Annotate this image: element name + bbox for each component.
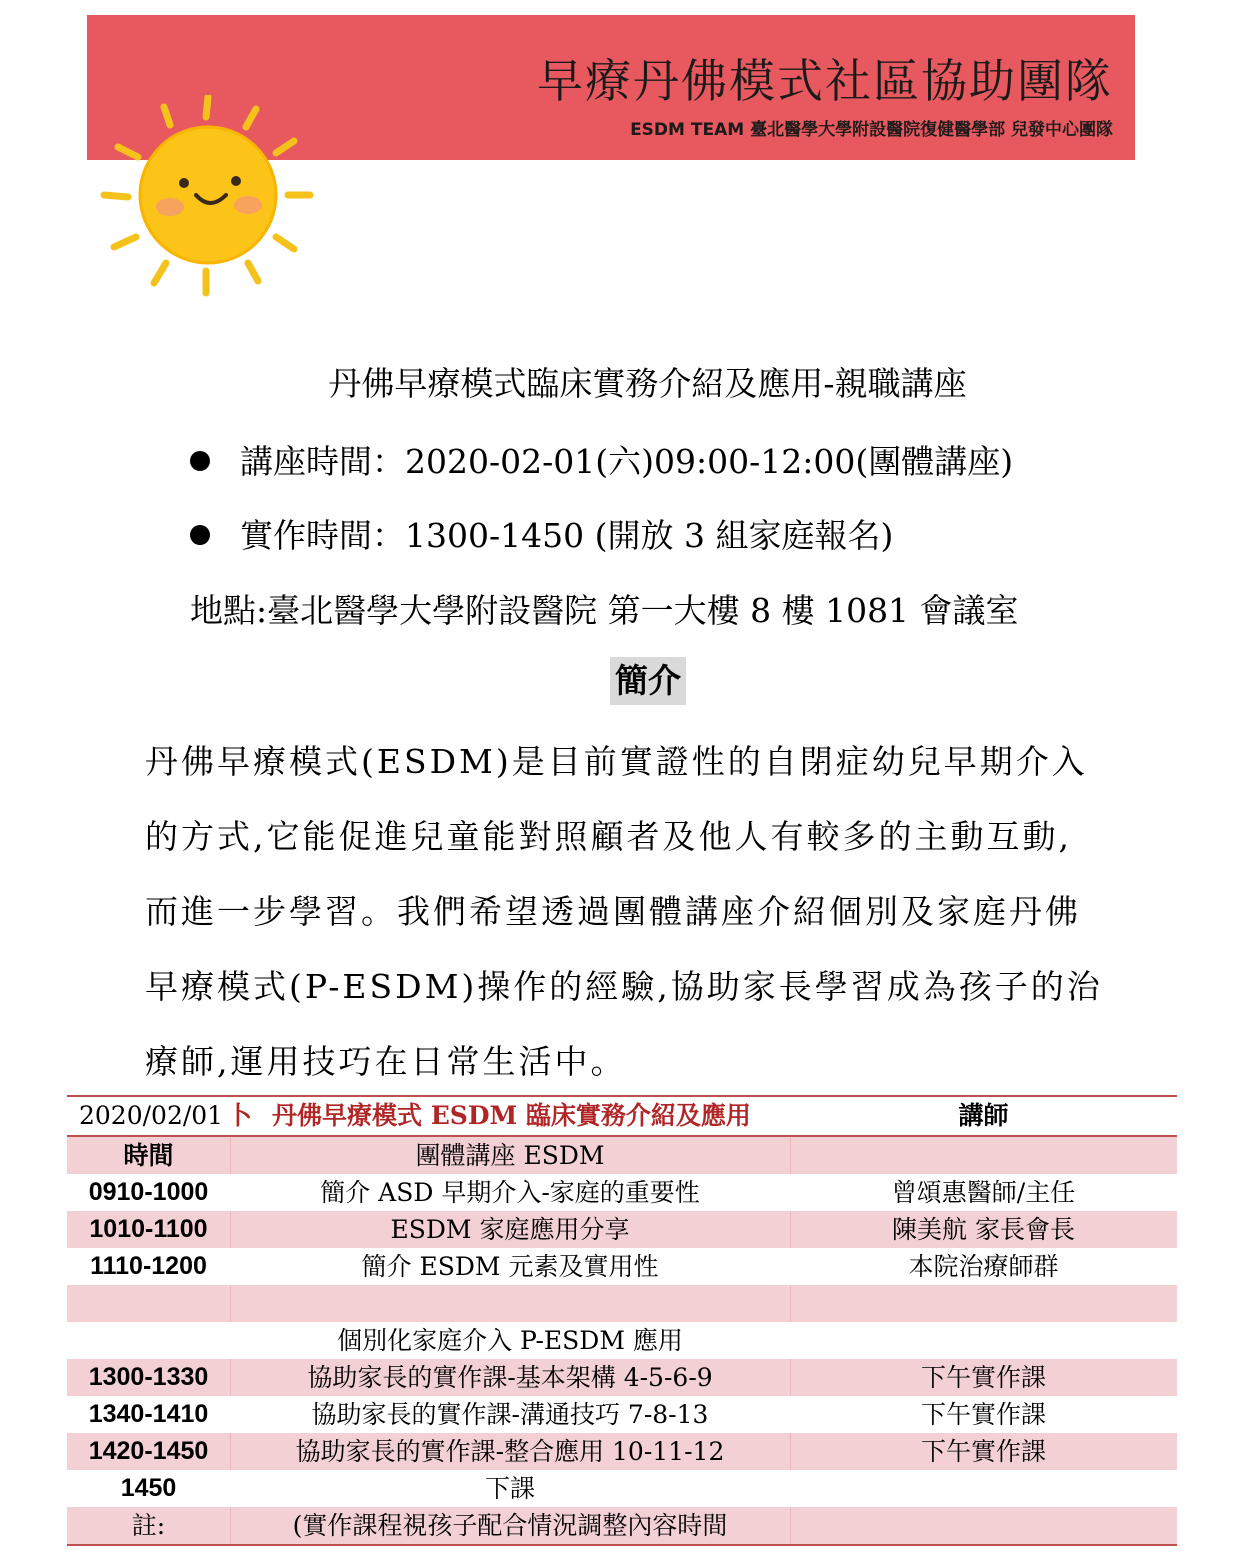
row-time: [67, 1322, 230, 1359]
row-time: 1110-1200: [90, 1252, 207, 1280]
table-row: [67, 1507, 1177, 1546]
table-row: [67, 1137, 1177, 1174]
intro-line: 的方式,它能促進兒童能對照顧者及他人有較多的主動互動,: [145, 817, 1072, 856]
row-time: 1420-1450: [88, 1437, 209, 1465]
row-teacher: [790, 1507, 1177, 1544]
practice-time: 實作時間：1300-1450 (開放 3 組家庭報名): [240, 516, 894, 555]
banner-title: 早療丹佛模式社區協助團隊: [537, 54, 1113, 108]
table-row: [67, 1470, 1177, 1507]
intro-heading: 簡介: [610, 657, 686, 705]
row-topic: 協助家長的實作課-整合應用 10-11-12: [295, 1437, 725, 1466]
schedule-header-row: [67, 1095, 1177, 1137]
row-topic: 簡介 ESDM 元素及實用性: [361, 1252, 659, 1281]
row-time: 時間: [123, 1141, 174, 1170]
row-topic: ESDM 家庭應用分享: [390, 1215, 630, 1244]
table-row: [67, 1285, 1177, 1322]
sun-icon: [88, 95, 328, 300]
lecture-time-item: [190, 436, 1013, 483]
bullet-icon: [190, 451, 210, 471]
bullet-icon: [190, 525, 210, 545]
schedule-teacher-header: 講師: [958, 1101, 1009, 1130]
row-teacher: [790, 1285, 1177, 1322]
row-topic: 簡介 ASD 早期介入-家庭的重要性: [320, 1178, 700, 1207]
schedule-marker: 卜: [227, 1101, 253, 1130]
table-row: [67, 1248, 1177, 1285]
row-teacher: 下午實作課: [920, 1400, 1046, 1429]
row-time: 1340-1410: [88, 1400, 209, 1428]
row-teacher: 曾頌惠醫師/主任: [891, 1178, 1076, 1207]
row-topic: [230, 1285, 790, 1322]
row-topic: 協助家長的實作課-溝通技巧 7-8-13: [311, 1400, 709, 1429]
row-time: 註:: [131, 1511, 166, 1540]
intro-line: 而進一步學習。我們希望透過團體講座介紹個別及家庭丹佛: [145, 892, 1081, 931]
row-topic: 下課: [484, 1474, 535, 1503]
table-row: [67, 1322, 1177, 1359]
row-teacher: 下午實作課: [920, 1437, 1046, 1466]
row-time: [67, 1285, 230, 1322]
row-time: 1450: [120, 1474, 177, 1502]
row-teacher: [790, 1322, 1177, 1359]
banner-subtitle: ESDM TEAM 臺北醫學大學附設醫院復健醫學部 兒發中心團隊: [630, 120, 1113, 140]
row-teacher: 本院治療師群: [908, 1252, 1059, 1281]
event-title: 丹佛早療模式臨床實務介紹及應用-親職講座: [328, 364, 967, 403]
row-topic: 個別化家庭介入 P-ESDM 應用: [337, 1326, 683, 1355]
table-row: [67, 1433, 1177, 1470]
row-time: 1010-1100: [89, 1215, 208, 1243]
row-topic: 團體講座 ESDM: [415, 1141, 605, 1170]
row-teacher: 下午實作課: [920, 1363, 1046, 1392]
row-topic: 協助家長的實作課-基本架構 4-5-6-9: [307, 1363, 713, 1392]
intro-line: 療師,運用技巧在日常生活中。: [145, 1042, 627, 1081]
row-teacher: 陳美航 家長會長: [892, 1215, 1075, 1244]
table-row: [67, 1211, 1177, 1248]
table-row: [67, 1359, 1177, 1396]
table-row: [67, 1396, 1177, 1433]
table-row: [67, 1174, 1177, 1211]
event-location: 地點:臺北醫學大學附設醫院 第一大樓 8 樓 1081 會議室: [190, 591, 1019, 630]
schedule-topic: 丹佛早療模式 ESDM 臨床實務介紹及應用: [272, 1101, 751, 1130]
row-topic: (實作課程視孩子配合情況調整內容時間: [292, 1511, 728, 1540]
row-time: 0910-1000: [88, 1178, 209, 1206]
intro-line: 早療模式(P-ESDM)操作的經驗,協助家長學習成為孩子的治: [145, 967, 1103, 1006]
schedule-table: [67, 1095, 1177, 1546]
row-teacher: [790, 1137, 1177, 1174]
practice-time-item: [190, 510, 893, 557]
lecture-time: 講座時間：2020-02-01(六)09:00-12:00(團體講座): [240, 442, 1014, 481]
schedule-date: 2020/02/01: [79, 1101, 224, 1130]
intro-line: 丹佛早療模式(ESDM)是目前實證性的自閉症幼兒早期介入: [145, 742, 1088, 781]
row-teacher: [790, 1470, 1177, 1507]
row-time: 1300-1330: [88, 1363, 209, 1391]
